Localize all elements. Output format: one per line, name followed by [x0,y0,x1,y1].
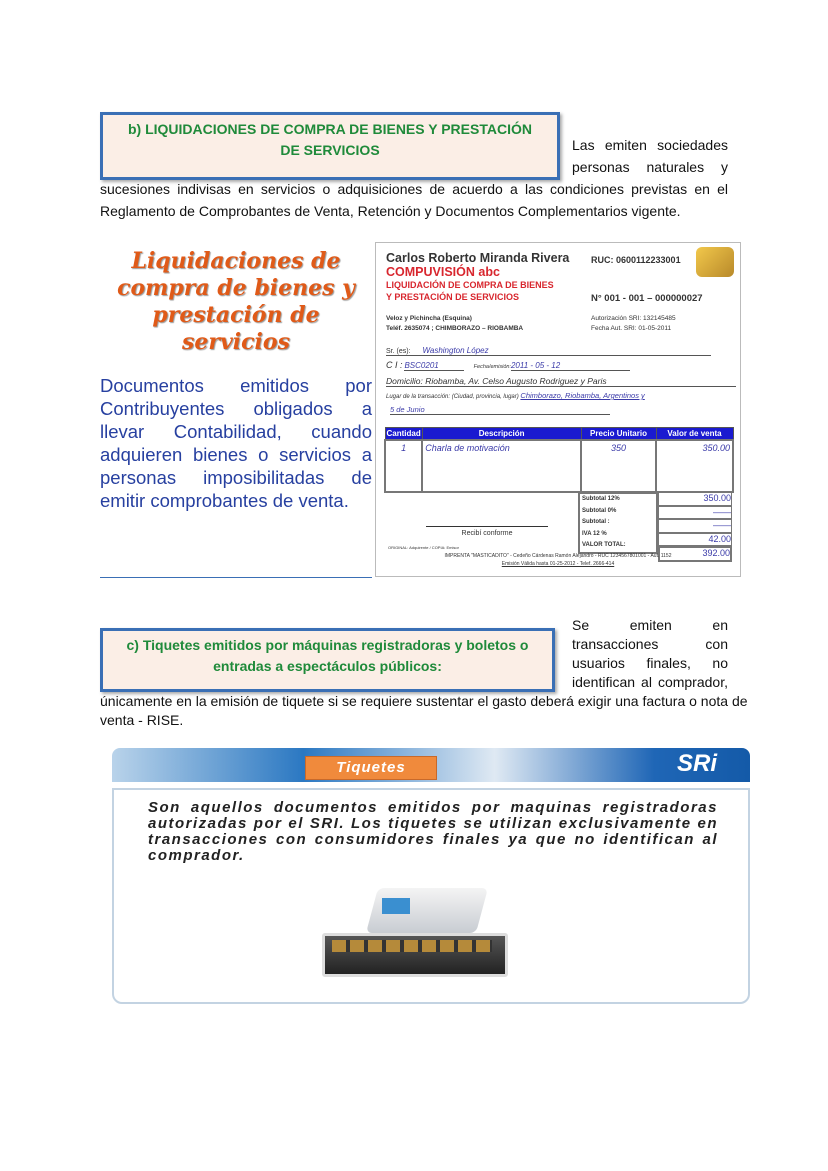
total-label: VALOR TOTAL: [582,542,626,548]
total-label: IVA 12 % [582,530,607,537]
total-value: 392.00 [658,546,732,562]
total-label: Subtotal : [582,519,610,525]
cell: Charla de motivación [422,440,581,492]
total-value: —— [658,519,732,533]
invoice-doctype: LIQUIDACIÓN DE COMPRA DE BIENES [386,280,554,290]
copy-note: ORIGINAL: Adquirente / COPIA: Emisor [388,545,459,550]
cell: 350 [581,440,656,492]
panel-title: Liquidaciones de compra de bienes y prestación de servicios [117,248,355,355]
invoice-auth-date: Fecha Aut. SRI: 01-05-2011 [591,325,672,332]
invoice-doctype: Y PRESTACIÓN DE SERVICIOS [386,292,520,302]
body-line: Reglamento de Comprobantes de Venta, Retención y Documentos Complementarios vigente. [100,203,681,219]
cell: 1 [385,440,422,492]
sri-logo: SRi [677,750,718,777]
cell: 350.00 [656,440,733,492]
value: Chimborazo, Riobamba, Argentinos y [520,391,645,400]
invoice-image [375,242,741,577]
invoice-auth: Autorización SRI: 132145485 [591,315,676,322]
printer-note: IMPRENTA "MASTICADITO" - Cedeño Cárdenas Ramón Alejandro - RUC 1234567801001 - Aut. 1152 [444,553,672,559]
invoice-domicilio: Domicilio: Riobamba, Av. Celso Augusto Rodriguez y Paris [386,376,736,387]
tiquetes-text: Son aquellos documentos emitidos por maquinas registradoras autorizadas por el SRI. Los tiquetes se utilizan exclusivamente en transacciones con consumidores finales ya que no identifican al comprador. [148,799,718,864]
heading-line: c) Tiquetes emitidos por máquinas registradoras y boletos o [126,637,529,653]
total-value: —— [658,506,732,520]
heading-line: b) LIQUIDACIONES DE COMPRA DE BIENES Y PRESTACIÓN [128,121,532,137]
invoice-address: Teléf. 2635074 ; CHIMBORAZO – RIOBAMBA [386,325,524,332]
total-value: 42.00 [658,533,732,547]
side-line: transacciones con [572,636,728,652]
total-label: Subtotal 12% [582,496,620,502]
people-icon [696,247,734,277]
total-label: Subtotal 0% [582,507,617,514]
side-line: Las emiten sociedades [572,137,728,153]
side-line: usuarios finales, no [572,655,728,671]
total-value: 350.00 [658,492,732,506]
col-header: Precio Unitario [581,428,656,441]
label: Sr. (es): [386,348,411,355]
col-header: Valor de venta [656,428,733,441]
col-header: Cantidad [386,429,421,438]
invoice-number: N° 001 - 001 – 000000027 [591,293,703,304]
validity-note: Emisión Válida hasta 01-25-2012 - Telef. 2666-414 [501,561,615,567]
totals-values [658,492,732,562]
heading-line: DE SERVICIOS [280,142,380,158]
value: BSC0201 [404,361,463,371]
invoice-name: Carlos Roberto Miranda Rivera [386,251,570,265]
invoice-address: Veloz y Pichincha (Esquina) [386,315,472,322]
side-line: identifican al comprador, [572,674,728,690]
invoice-company: COMPUVISIÓN abc [386,265,500,279]
totals-labels [578,492,658,554]
col-header: Descripción [422,428,581,441]
body-line: únicamente en la emisión de tiquete si se requiere sustentar el gasto deberá exigir una factura o nota de [100,693,748,709]
label: Lugar de la transacción: (Ciudad, provincia, lugar) [386,394,519,400]
label: Fecha/emisión: [473,364,511,370]
tiquetes-banner: Tiquetes [305,756,437,780]
label: C I : [386,360,403,370]
heading-line: entradas a espectáculos públicos: [213,658,442,674]
tiquetes-panel [112,748,750,1002]
value: Washington López [422,346,489,355]
cash-register-image [312,888,532,978]
value: 2011 - 05 - 12 [511,361,630,371]
section-b-heading [100,112,560,180]
liquidaciones-panel [100,244,372,578]
value: 5 de Junio [390,405,610,415]
section-c-heading [100,628,555,692]
body-line: venta - RISE. [100,712,184,728]
body-line: sucesiones indivisas en servicios o adquisiciones de acuerdo a las condiciones previstas en el [100,181,728,197]
items-table [384,427,734,493]
invoice-ruc: RUC: 0600112233001 [591,255,681,265]
received-signature: Recibí conforme [426,526,548,537]
side-line: Se emiten en [572,617,728,633]
side-line: personas naturales y [572,159,728,175]
panel-text: Documentos emitidos por Contribuyentes obligados a llevar Contabilidad, cuando adquieren bienes o servicios a personas imposibilitadas de emitir comprobantes de venta. [100,375,372,511]
